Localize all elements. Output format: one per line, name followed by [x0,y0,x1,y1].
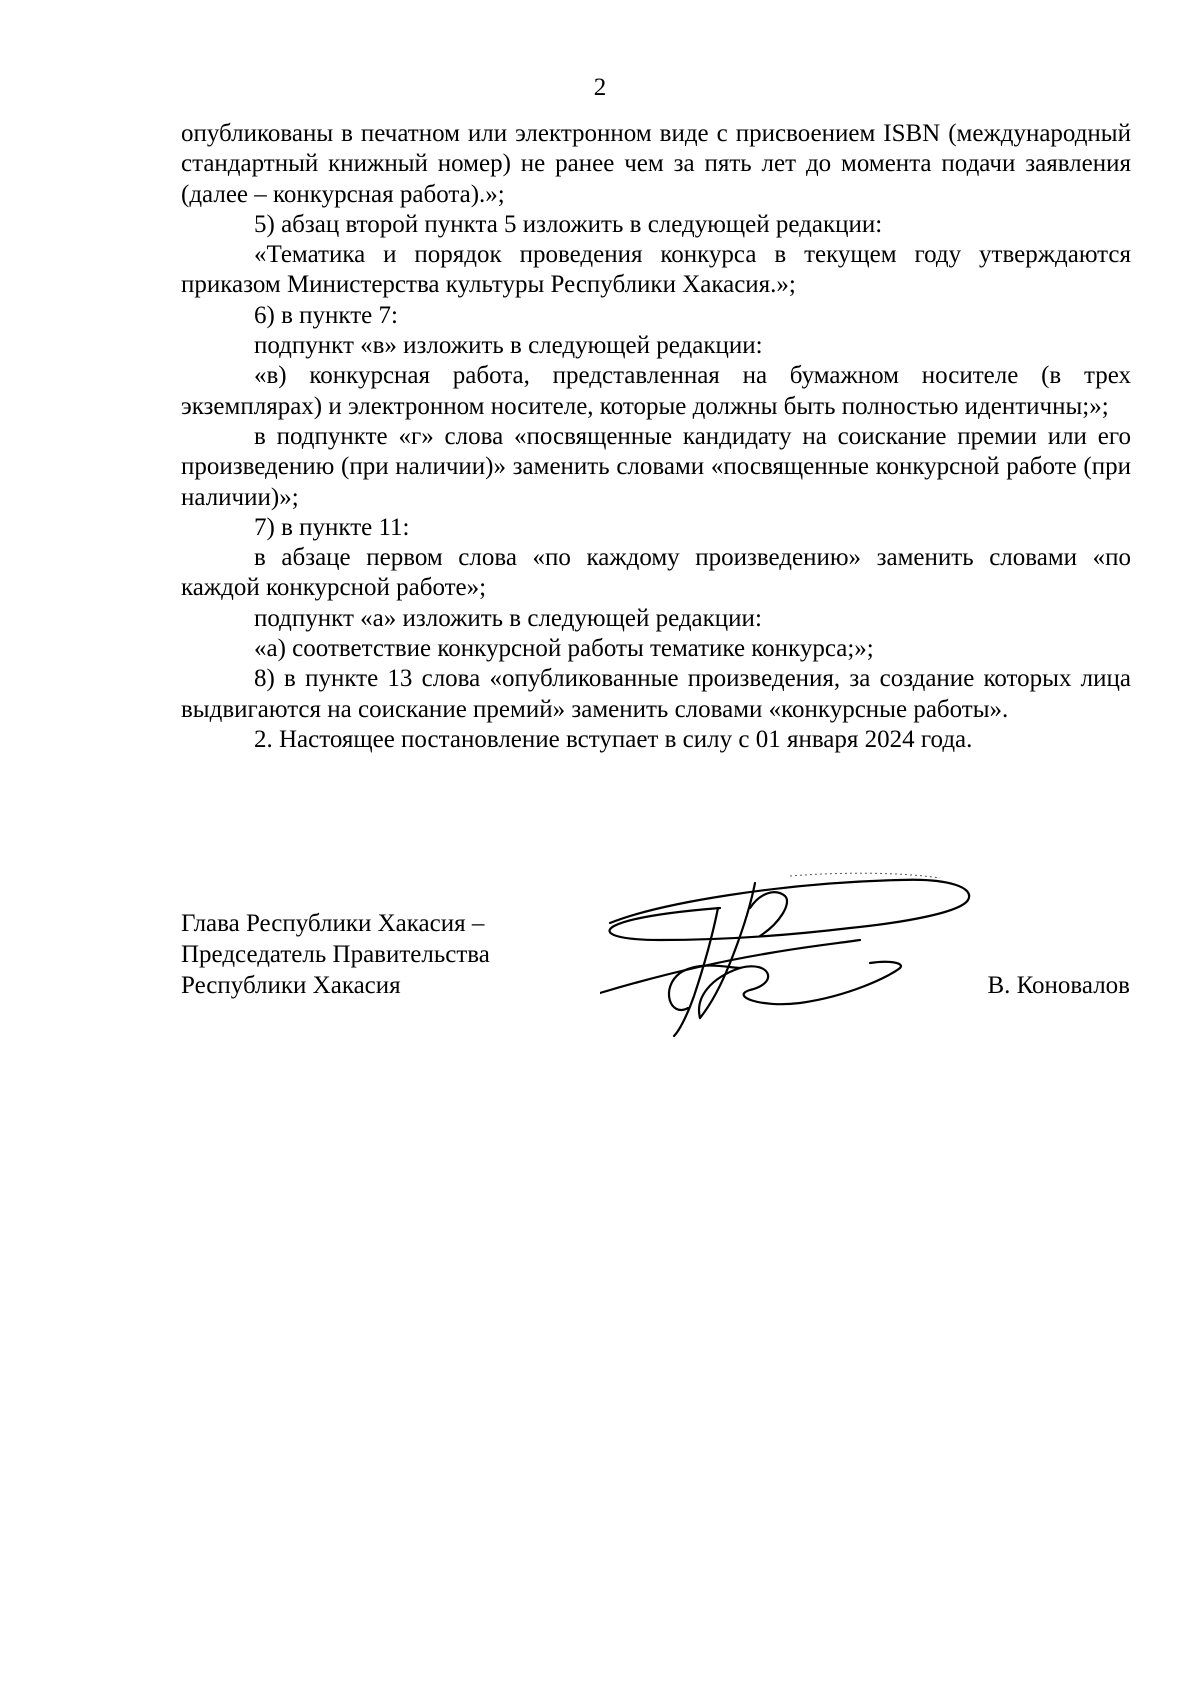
paragraph-item-6-sub-g: в подпункте «г» слова «посвященные кандидату на соискание премии или его произведению (при наличии)» заменить словами «посвященные конкурсной работе (при наличии)»; [181,422,1131,511]
paragraph-item-6-sub-v: подпункт «в» изложить в следующей редакции: [254,332,763,360]
paragraph-item-7-sub-a: подпункт «а» изложить в следующей редакции: [254,604,762,632]
document-body [181,119,1131,755]
paragraph-item-8: 8) в пункте 13 слова «опубликованные произведения, за создание которых лица выдвигаются на соискание премий» заменить словами «конкурсные работы». [181,665,1131,723]
paragraph-item-6-sub-v-text: «в) конкурсная работа, представленная на бумажном носителе (в трех экземплярах) и электронном носителе, которые должны быть полностью идентичны;»; [181,362,1131,420]
signatory-title-line-2: Председатель Правительства [181,941,490,968]
paragraph-item-7: 7) в пункте 11: [254,513,410,541]
signatory-title-line-1: Глава Республики Хакасия – [181,910,485,937]
handwritten-signature [600,868,980,1038]
paragraph-item-5-text: «Тематика и порядок проведения конкурса в текущем году утверждаются приказом Министерства культуры Республики Хакасия.»; [181,241,1131,299]
signatory-title-line-3: Республики Хакасия [181,972,401,999]
paragraph-item-7-first: в абзаце первом слова «по каждому произведению» заменить словами «по каждой конкурсной работе»; [181,544,1131,602]
paragraph-item-5: 5) абзац второй пункта 5 изложить в следующей редакции: [254,210,883,238]
signatory-title-block [181,908,490,1001]
signer-name: В. Коновалов [987,972,1130,999]
paragraph-continuation: опубликованы в печатном или электронном виде с присвоением ISBN (международный стандартный книжный номер) не ранее чем за пять лет до момента подачи заявления (далее – конкурсная работа).»; [181,120,1131,208]
paragraph-item-7-sub-a-text: «а) соответствие конкурсной работы тематике конкурса;»; [254,635,874,663]
page-number: 2 [593,74,607,101]
paragraph-item-6: 6) в пункте 7: [254,301,398,329]
paragraph-clause-2: 2. Настоящее постановление вступает в силу с 01 января 2024 года. [254,725,973,753]
